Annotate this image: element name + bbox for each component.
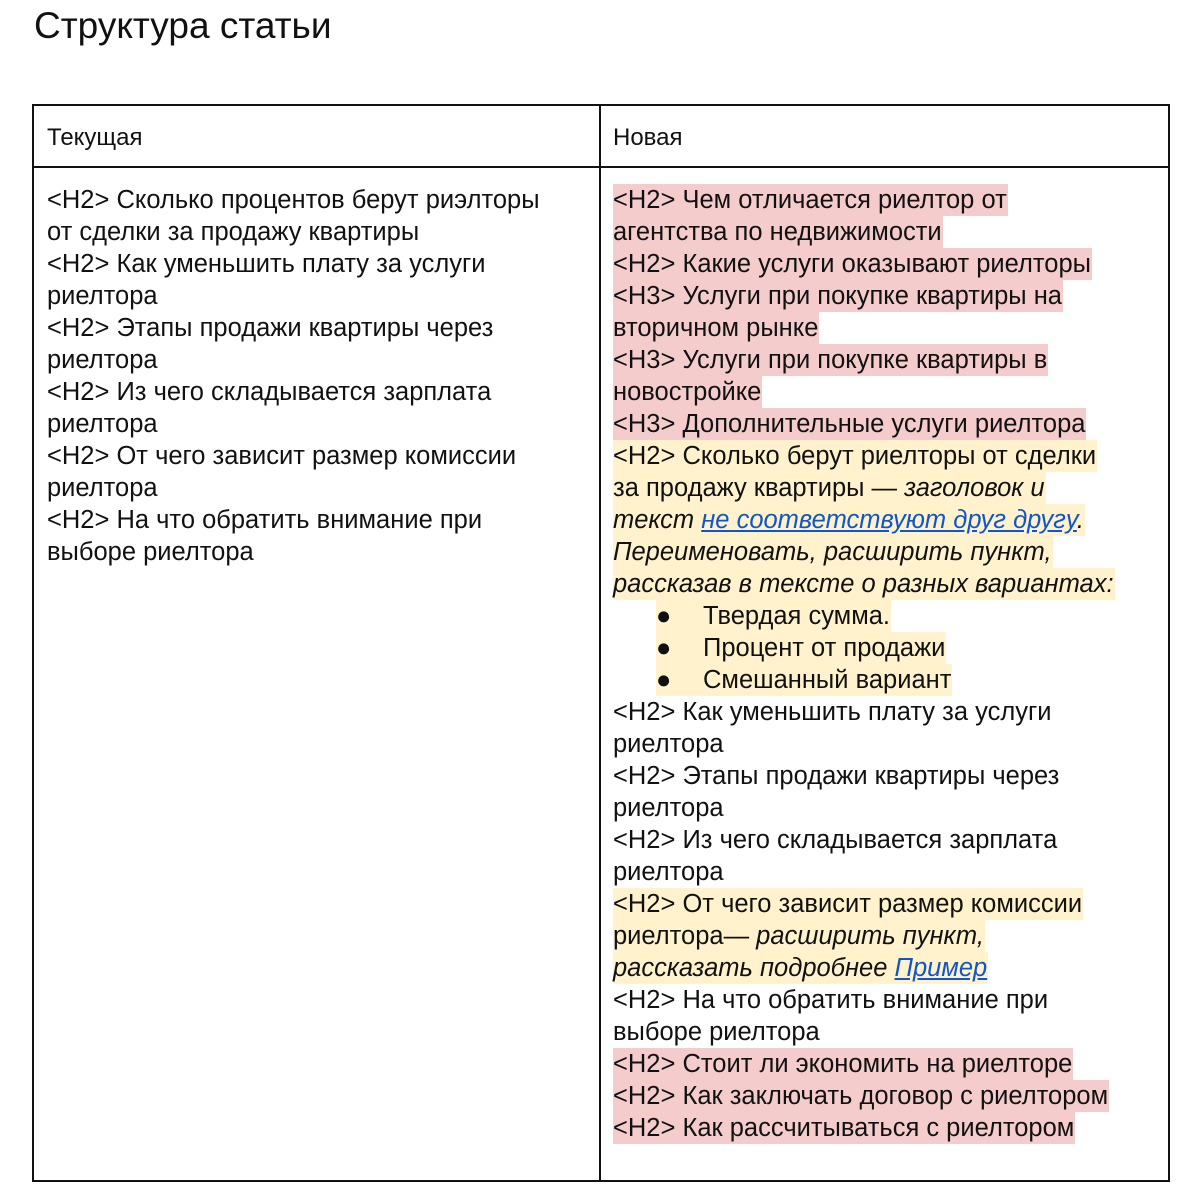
new-line: <H2> Как уменьшить плату за услуги — [613, 698, 1052, 726]
new-line-revised — [613, 472, 1046, 504]
current-line: <H2> Из чего складывается зарплата — [47, 378, 492, 406]
current-line: <H2> Этапы продажи квартиры через — [47, 314, 494, 342]
new-line-added: <H3> Дополнительные услуги риелтора — [613, 410, 1086, 438]
bullet-icon: ● — [656, 602, 672, 630]
new-line: <H2> Из чего складывается зарплата — [613, 826, 1058, 854]
new-line: выборе риелтора — [613, 1018, 820, 1046]
current-line: <H2> Как уменьшить плату за услуги — [47, 250, 486, 278]
new-line: риелтора — [613, 794, 724, 822]
revised-heading-text: риелтора— — [613, 922, 757, 950]
revision-comment: рассказав в тексте о разных вариантах: — [613, 570, 1114, 598]
bullet-icon: ● — [656, 666, 672, 694]
new-line-added: агентства по недвижимости — [613, 218, 942, 246]
revision-comment: . — [1076, 506, 1084, 534]
revision-comment: текст — [613, 506, 702, 534]
new-line-added: новостройке — [613, 378, 762, 406]
header-new: Новая — [613, 124, 683, 151]
page-title: Структура статьи — [34, 5, 332, 46]
new-line-revised: <H2> Сколько берут риелторы от сделки — [613, 442, 1097, 470]
list-item-text: Твердая сумма. — [703, 602, 890, 630]
new-line-added: <H2> Стоит ли экономить на риелторе — [613, 1050, 1073, 1078]
revised-heading-text: за продажу квартиры — — [613, 474, 905, 502]
table-column-divider — [599, 106, 601, 1180]
new-line-added: <H2> Какие услуги оказывают риелторы — [613, 250, 1091, 278]
list-item — [656, 600, 891, 632]
new-line-revised — [613, 920, 985, 952]
revision-comment: рассказать подробнее — [613, 954, 895, 982]
current-structure-cell — [47, 184, 587, 568]
new-line-added: <H2> Чем отличается риелтор от — [613, 186, 1007, 214]
new-line-revised — [613, 952, 988, 984]
new-line-revised — [613, 504, 1085, 536]
list-item-text: Процент от продажи — [703, 634, 946, 662]
current-line: <H2> От чего зависит размер комиссии — [47, 442, 517, 470]
current-line: риелтора — [47, 474, 158, 502]
new-line: <H2> Этапы продажи квартиры через — [613, 762, 1060, 790]
new-structure-cell — [613, 184, 1161, 1144]
list-item-text: Смешанный вариант — [703, 666, 952, 694]
new-line: риелтора — [613, 858, 724, 886]
mismatch-link[interactable]: не соответствуют друг другу — [701, 506, 1077, 534]
new-line-added: <H2> Как заключать договор с риелтором — [613, 1082, 1109, 1110]
revision-comment: заголовок и — [904, 474, 1045, 502]
table-header-divider — [34, 166, 1168, 168]
revision-comment: расширить пункт, — [756, 922, 984, 950]
revision-comment: Переименовать, расширить пункт, — [613, 538, 1052, 566]
current-line: риелтора — [47, 282, 158, 310]
new-line-added: <H2> Как рассчитываться с риелтором — [613, 1114, 1075, 1142]
current-line: риелтора — [47, 410, 158, 438]
structure-table — [32, 104, 1170, 1182]
list-item — [656, 664, 952, 696]
new-line-added: <H3> Услуги при покупке квартиры в — [613, 346, 1048, 374]
new-line-added: <H3> Услуги при покупке квартиры на — [613, 282, 1062, 310]
new-line-revised: <H2> От чего зависит размер комиссии — [613, 890, 1083, 918]
list-item — [656, 632, 946, 664]
current-line: <H2> Сколько процентов берут риэлторы — [47, 186, 540, 214]
example-link[interactable]: Пример — [894, 954, 988, 982]
current-line: от сделки за продажу квартиры — [47, 218, 420, 246]
bullet-icon: ● — [656, 634, 672, 662]
current-line: выборе риелтора — [47, 538, 254, 566]
current-line: риелтора — [47, 346, 158, 374]
header-current: Текущая — [47, 124, 143, 151]
new-line: <H2> На что обратить внимание при — [613, 986, 1049, 1014]
current-line: <H2> На что обратить внимание при — [47, 506, 483, 534]
new-line: риелтора — [613, 730, 724, 758]
new-line-added: вторичном рынке — [613, 314, 819, 342]
